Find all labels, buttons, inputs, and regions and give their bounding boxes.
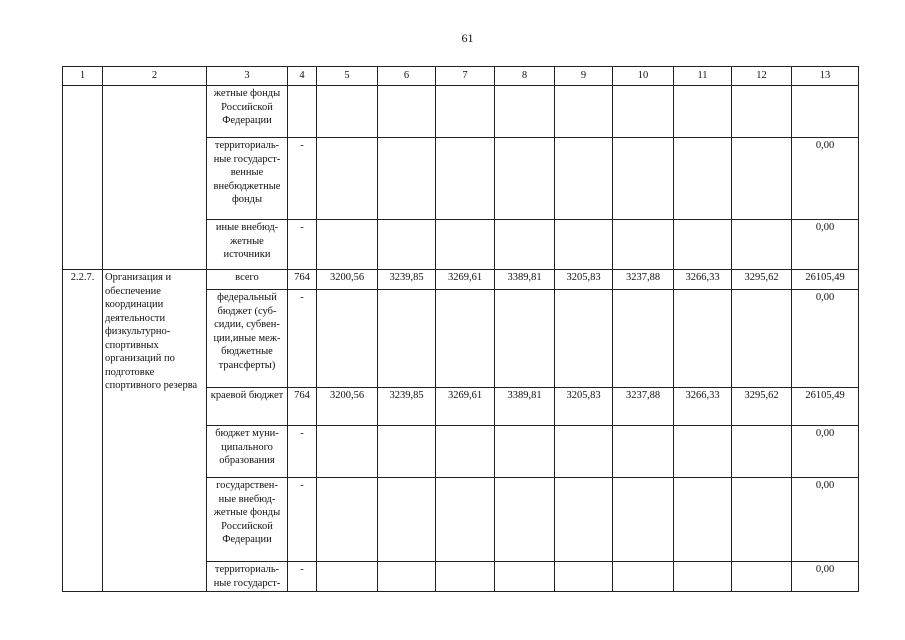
year-value-cell bbox=[674, 138, 732, 220]
year-value-cell: 3389,81 bbox=[495, 388, 555, 426]
year-value-cell bbox=[436, 478, 495, 562]
year-value-cell bbox=[317, 478, 378, 562]
funding-source-cell: федеральный бюджет (суб-сидии, субвен-ции,иные меж-бюджетные трансферты) bbox=[207, 290, 288, 388]
total-cell: 0,00 bbox=[792, 138, 859, 220]
year-value-cell bbox=[495, 426, 555, 478]
year-value-cell bbox=[555, 220, 613, 270]
year-value-cell bbox=[613, 220, 674, 270]
header-row bbox=[63, 67, 859, 86]
year-value-cell: 3266,33 bbox=[674, 270, 732, 290]
total-cell: 0,00 bbox=[792, 290, 859, 388]
year-value-cell bbox=[317, 220, 378, 270]
year-value-cell: 3295,62 bbox=[732, 270, 792, 290]
year-value-cell bbox=[674, 290, 732, 388]
year-value-cell bbox=[495, 220, 555, 270]
year-value-cell bbox=[732, 138, 792, 220]
year-value-cell bbox=[674, 478, 732, 562]
year-value-cell: 3266,33 bbox=[674, 388, 732, 426]
year-value-cell bbox=[555, 426, 613, 478]
year-value-cell: 3205,83 bbox=[555, 270, 613, 290]
year-value-cell bbox=[555, 138, 613, 220]
year-value-cell bbox=[378, 86, 436, 138]
total-cell: 26105,49 bbox=[792, 388, 859, 426]
code-value-cell: - bbox=[288, 138, 317, 220]
year-value-cell bbox=[732, 220, 792, 270]
year-value-cell bbox=[436, 290, 495, 388]
year-value-cell bbox=[613, 562, 674, 592]
column-header: 9 bbox=[555, 67, 613, 86]
year-value-cell bbox=[495, 562, 555, 592]
code-value-cell: 764 bbox=[288, 388, 317, 426]
total-cell: 0,00 bbox=[792, 426, 859, 478]
funding-source-cell: всего bbox=[207, 270, 288, 290]
year-value-cell: 3205,83 bbox=[555, 388, 613, 426]
year-value-cell: 3269,61 bbox=[436, 270, 495, 290]
funding-source-cell: бюджет муни-ципального образования bbox=[207, 426, 288, 478]
year-value-cell bbox=[378, 220, 436, 270]
column-header: 13 bbox=[792, 67, 859, 86]
year-value-cell: 3200,56 bbox=[317, 388, 378, 426]
total-cell: 0,00 bbox=[792, 562, 859, 592]
item-name-cell: Организация и обеспечение координации деятельности физкультурно-спортивных организаций по подготовке спортивного резерва bbox=[103, 270, 207, 592]
year-value-cell bbox=[674, 562, 732, 592]
funding-source-cell: иные внебюд-жетные источники bbox=[207, 220, 288, 270]
code-cell bbox=[63, 86, 103, 270]
column-header: 7 bbox=[436, 67, 495, 86]
code-value-cell: - bbox=[288, 290, 317, 388]
total-cell: 0,00 bbox=[792, 478, 859, 562]
year-value-cell bbox=[378, 138, 436, 220]
column-header: 8 bbox=[495, 67, 555, 86]
year-value-cell: 3237,88 bbox=[613, 388, 674, 426]
code-value-cell: - bbox=[288, 478, 317, 562]
column-header: 6 bbox=[378, 67, 436, 86]
year-value-cell bbox=[436, 426, 495, 478]
year-value-cell bbox=[674, 86, 732, 138]
year-value-cell bbox=[555, 290, 613, 388]
column-header: 3 bbox=[207, 67, 288, 86]
column-header: 1 bbox=[63, 67, 103, 86]
year-value-cell bbox=[378, 562, 436, 592]
year-value-cell: 3269,61 bbox=[436, 388, 495, 426]
year-value-cell bbox=[555, 478, 613, 562]
item-code-cell: 2.2.7. bbox=[63, 270, 103, 592]
code-value-cell: 764 bbox=[288, 270, 317, 290]
year-value-cell bbox=[436, 562, 495, 592]
column-header: 5 bbox=[317, 67, 378, 86]
code-value-cell: - bbox=[288, 220, 317, 270]
table-body bbox=[63, 67, 859, 592]
table-row bbox=[63, 270, 859, 290]
total-cell bbox=[792, 86, 859, 138]
code-value-cell bbox=[288, 86, 317, 138]
year-value-cell bbox=[378, 478, 436, 562]
name-cell bbox=[103, 86, 207, 270]
code-value-cell: - bbox=[288, 562, 317, 592]
year-value-cell bbox=[613, 290, 674, 388]
year-value-cell: 3389,81 bbox=[495, 270, 555, 290]
year-value-cell bbox=[495, 138, 555, 220]
year-value-cell bbox=[613, 426, 674, 478]
budget-table bbox=[62, 66, 859, 592]
year-value-cell bbox=[436, 220, 495, 270]
year-value-cell bbox=[732, 478, 792, 562]
year-value-cell: 3237,88 bbox=[613, 270, 674, 290]
year-value-cell bbox=[732, 426, 792, 478]
year-value-cell bbox=[613, 478, 674, 562]
year-value-cell bbox=[555, 86, 613, 138]
year-value-cell bbox=[317, 562, 378, 592]
page-number: 61 bbox=[461, 31, 474, 45]
column-header: 10 bbox=[613, 67, 674, 86]
year-value-cell bbox=[732, 562, 792, 592]
year-value-cell: 3295,62 bbox=[732, 388, 792, 426]
total-cell: 26105,49 bbox=[792, 270, 859, 290]
total-cell: 0,00 bbox=[792, 220, 859, 270]
year-value-cell bbox=[317, 138, 378, 220]
year-value-cell bbox=[732, 290, 792, 388]
year-value-cell bbox=[378, 290, 436, 388]
table-row bbox=[63, 86, 859, 138]
year-value-cell bbox=[317, 290, 378, 388]
year-value-cell bbox=[674, 220, 732, 270]
column-header: 11 bbox=[674, 67, 732, 86]
year-value-cell bbox=[495, 86, 555, 138]
year-value-cell: 3200,56 bbox=[317, 270, 378, 290]
column-header: 2 bbox=[103, 67, 207, 86]
funding-source-cell: территориаль-ные государст- bbox=[207, 562, 288, 592]
funding-source-cell: жетные фонды Российской Федерации bbox=[207, 86, 288, 138]
column-header: 12 bbox=[732, 67, 792, 86]
year-value-cell bbox=[317, 86, 378, 138]
year-value-cell: 3239,85 bbox=[378, 388, 436, 426]
column-header: 4 bbox=[288, 67, 317, 86]
year-value-cell bbox=[317, 426, 378, 478]
year-value-cell bbox=[613, 86, 674, 138]
funding-source-cell: краевой бюджет bbox=[207, 388, 288, 426]
year-value-cell bbox=[378, 426, 436, 478]
funding-source-cell: государствен-ные внебюд-жетные фонды Российской Федерации bbox=[207, 478, 288, 562]
code-value-cell: - bbox=[288, 426, 317, 478]
year-value-cell bbox=[436, 138, 495, 220]
year-value-cell bbox=[436, 86, 495, 138]
year-value-cell bbox=[495, 290, 555, 388]
year-value-cell bbox=[613, 138, 674, 220]
year-value-cell: 3239,85 bbox=[378, 270, 436, 290]
year-value-cell bbox=[555, 562, 613, 592]
year-value-cell bbox=[674, 426, 732, 478]
year-value-cell bbox=[495, 478, 555, 562]
funding-source-cell: территориаль-ные государст-венные внебюджетные фонды bbox=[207, 138, 288, 220]
year-value-cell bbox=[732, 86, 792, 138]
